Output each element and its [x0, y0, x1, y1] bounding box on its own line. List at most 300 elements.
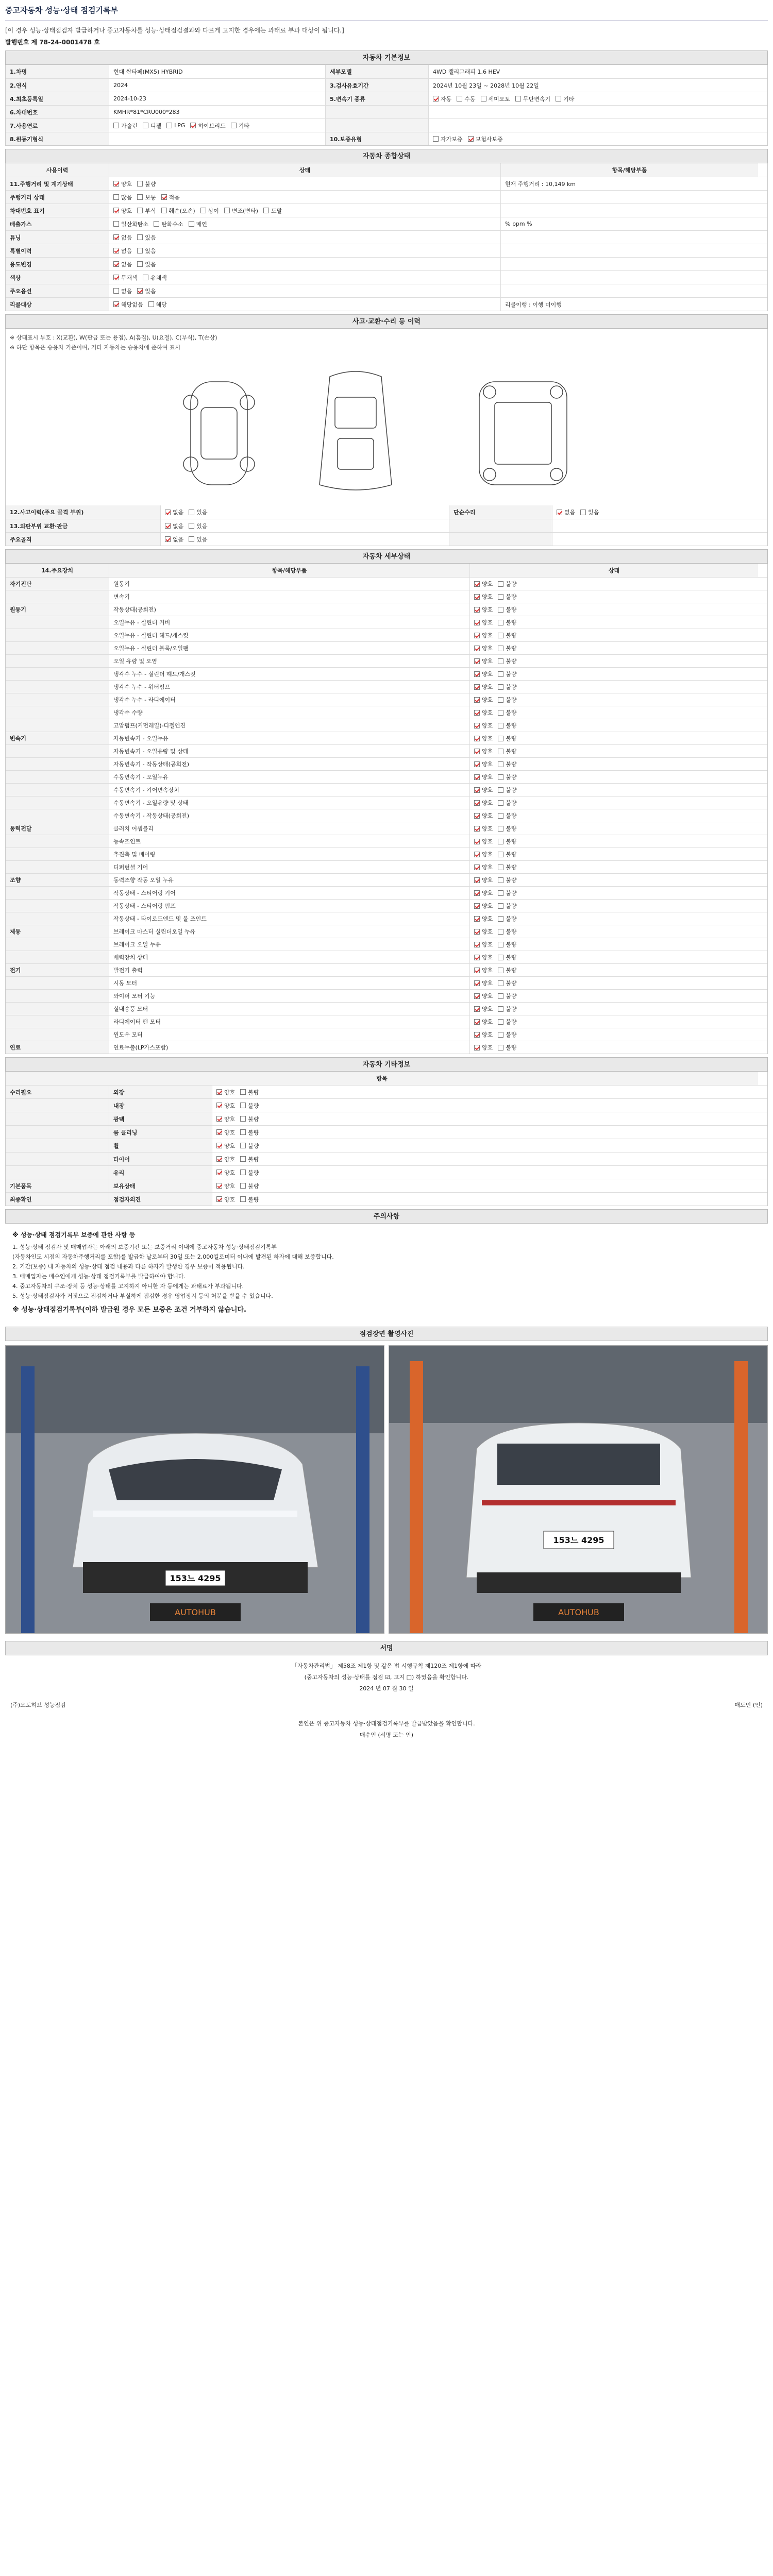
checkbox-icon[interactable]	[498, 1006, 503, 1012]
checkbox-icon[interactable]	[498, 1032, 503, 1038]
checkbox-icon[interactable]	[189, 536, 194, 542]
checkbox-option[interactable]	[498, 863, 516, 871]
checkbox-option[interactable]	[474, 1030, 493, 1039]
checkbox-option[interactable]	[498, 914, 516, 923]
checkbox-icon[interactable]	[468, 136, 474, 142]
checkbox-icon[interactable]	[240, 1103, 246, 1108]
checkbox-icon[interactable]	[498, 800, 503, 806]
checkbox-option[interactable]	[113, 300, 143, 309]
checkbox-option[interactable]	[189, 522, 207, 530]
checkbox-icon[interactable]	[474, 968, 480, 973]
detail-group	[6, 719, 109, 732]
detail-row	[6, 822, 767, 835]
checkbox-option[interactable]	[498, 683, 516, 691]
checkbox-icon[interactable]	[216, 1196, 222, 1202]
checkbox-icon[interactable]	[216, 1156, 222, 1162]
checkbox-icon[interactable]	[148, 301, 154, 307]
checkbox-label: 양호	[482, 812, 493, 819]
checkbox-option[interactable]	[474, 773, 493, 781]
checkbox-icon[interactable]	[580, 510, 586, 515]
checkbox-icon[interactable]	[474, 1045, 480, 1050]
checkbox-option[interactable]	[189, 535, 207, 544]
checkbox-option[interactable]	[498, 592, 516, 601]
checkbox-icon[interactable]	[474, 813, 480, 819]
checkbox-option[interactable]	[474, 850, 493, 858]
checkbox-option[interactable]	[474, 889, 493, 897]
checkbox-icon[interactable]	[189, 510, 194, 515]
checkbox-icon[interactable]	[498, 646, 503, 651]
checkbox-icon[interactable]	[240, 1143, 246, 1148]
checkbox-icon[interactable]	[498, 736, 503, 741]
car-outline-diagram	[160, 361, 613, 500]
checkbox-option[interactable]	[498, 889, 516, 897]
checkbox-icon[interactable]	[498, 942, 503, 947]
checkbox-option[interactable]	[498, 979, 516, 987]
checkbox-option[interactable]	[137, 193, 156, 201]
checkbox-icon[interactable]	[474, 890, 480, 896]
checkbox-option[interactable]	[481, 95, 511, 103]
checkbox-option[interactable]	[224, 207, 258, 215]
checkbox-option[interactable]	[498, 1043, 516, 1052]
checkbox-icon[interactable]	[498, 955, 503, 960]
checkbox-option[interactable]	[474, 786, 493, 794]
checkbox-icon[interactable]	[165, 523, 171, 529]
checkbox-icon[interactable]	[498, 671, 503, 677]
detail-row	[6, 848, 767, 860]
checkbox-icon[interactable]	[498, 607, 503, 613]
checkbox-icon[interactable]	[474, 942, 480, 947]
checkbox-option[interactable]	[240, 1142, 259, 1150]
checkbox-option[interactable]	[557, 508, 575, 516]
checkbox-icon[interactable]	[113, 221, 119, 227]
checkbox-option[interactable]	[498, 734, 516, 742]
checkbox-icon[interactable]	[498, 852, 503, 857]
checkbox-icon[interactable]	[137, 181, 143, 187]
checkbox-icon[interactable]	[474, 774, 480, 780]
checkbox-option[interactable]	[113, 233, 132, 242]
checkbox-icon[interactable]	[474, 749, 480, 754]
detail-status	[469, 745, 758, 757]
checkbox-option[interactable]	[216, 1115, 235, 1123]
checkbox-icon[interactable]	[498, 968, 503, 973]
checkbox-option[interactable]	[166, 122, 185, 129]
checkbox-icon[interactable]	[166, 123, 172, 128]
checkbox-icon[interactable]	[474, 684, 480, 690]
checkbox-icon[interactable]	[474, 980, 480, 986]
checkbox-icon[interactable]	[474, 787, 480, 793]
detail-status	[469, 590, 758, 603]
checkbox-icon[interactable]	[474, 1032, 480, 1038]
checkbox-option[interactable]	[216, 1088, 235, 1096]
checkbox-option[interactable]	[498, 953, 516, 961]
checkbox-icon[interactable]	[474, 671, 480, 677]
checkbox-icon[interactable]	[113, 248, 119, 253]
checkbox-icon[interactable]	[498, 980, 503, 986]
checkbox-option[interactable]	[137, 287, 156, 295]
checkbox-option[interactable]	[474, 696, 493, 704]
checkbox-option[interactable]	[474, 1005, 493, 1013]
checkbox-icon[interactable]	[474, 993, 480, 999]
checkbox-icon[interactable]	[498, 1019, 503, 1025]
checkbox-icon[interactable]	[240, 1196, 246, 1202]
checkbox-option[interactable]	[474, 760, 493, 768]
checkbox-option[interactable]	[200, 207, 219, 215]
checkbox-icon[interactable]	[240, 1116, 246, 1122]
checkbox-icon[interactable]	[498, 890, 503, 896]
checkbox-option[interactable]	[113, 193, 132, 201]
checkbox-option[interactable]	[231, 122, 249, 130]
basic-label-text: 7.사용연료	[10, 122, 38, 129]
checkbox-icon[interactable]	[474, 826, 480, 832]
checkbox-icon[interactable]	[240, 1170, 246, 1175]
checkbox-icon[interactable]	[498, 594, 503, 600]
checkbox-option[interactable]	[474, 1043, 493, 1052]
checkbox-icon[interactable]	[240, 1156, 246, 1162]
detail-group	[6, 771, 109, 783]
checkbox-icon[interactable]	[165, 536, 171, 542]
detail-item	[109, 1028, 469, 1041]
checkbox-icon[interactable]	[474, 865, 480, 870]
checkbox-icon[interactable]	[498, 929, 503, 935]
checkbox-option[interactable]	[474, 1018, 493, 1026]
checkbox-icon[interactable]	[474, 723, 480, 728]
checkbox-icon[interactable]	[474, 877, 480, 883]
checkbox-option[interactable]	[498, 927, 516, 936]
checkbox-icon[interactable]	[498, 723, 503, 728]
checkbox-icon[interactable]	[474, 1019, 480, 1025]
checkbox-icon[interactable]	[498, 684, 503, 690]
checkbox-option[interactable]	[474, 979, 493, 987]
checkbox-icon[interactable]	[515, 96, 521, 101]
checkbox-option[interactable]	[216, 1101, 235, 1110]
checkbox-icon[interactable]	[498, 581, 503, 587]
checkbox-option[interactable]	[137, 233, 156, 242]
checkbox-option[interactable]	[240, 1182, 259, 1190]
checkbox-icon[interactable]	[216, 1103, 222, 1108]
checkbox-icon[interactable]	[498, 710, 503, 716]
checkbox-option[interactable]	[498, 966, 516, 974]
checkbox-icon[interactable]	[474, 581, 480, 587]
checkbox-option[interactable]	[113, 260, 132, 268]
checkbox-icon[interactable]	[161, 194, 167, 200]
checkbox-option[interactable]	[498, 799, 516, 807]
checkbox-option[interactable]	[165, 535, 183, 544]
checkbox-option[interactable]	[498, 940, 516, 948]
checkbox-icon[interactable]	[137, 234, 143, 240]
checkbox-option[interactable]	[580, 508, 599, 516]
checkbox-option[interactable]	[498, 644, 516, 652]
checkbox-option[interactable]	[137, 260, 156, 268]
checkbox-icon[interactable]	[216, 1183, 222, 1189]
checkbox-icon[interactable]	[498, 916, 503, 922]
checkbox-option[interactable]	[216, 1155, 235, 1163]
checkbox-option[interactable]	[113, 274, 138, 282]
checkbox-option[interactable]	[474, 940, 493, 948]
checkbox-option[interactable]	[474, 605, 493, 614]
checkbox-option[interactable]	[143, 122, 161, 130]
checkbox-icon[interactable]	[165, 510, 171, 515]
checkbox-icon[interactable]	[557, 510, 562, 515]
checkbox-option[interactable]	[240, 1101, 259, 1110]
checkbox-option[interactable]	[474, 927, 493, 936]
checkbox-icon[interactable]	[240, 1183, 246, 1189]
checkbox-option[interactable]	[137, 247, 156, 255]
checkbox-icon[interactable]	[113, 123, 119, 128]
checkbox-icon[interactable]	[216, 1129, 222, 1135]
checkbox-option[interactable]	[498, 876, 516, 884]
checkbox-icon[interactable]	[240, 1129, 246, 1135]
checkbox-option[interactable]	[474, 811, 493, 820]
detail-item	[109, 848, 469, 860]
checkbox-option[interactable]	[474, 618, 493, 626]
checkbox-icon[interactable]	[137, 288, 143, 294]
checkbox-icon[interactable]	[498, 826, 503, 832]
checkbox-option[interactable]	[498, 721, 516, 730]
checkbox-label: 디젤	[150, 122, 162, 129]
checkbox-option[interactable]	[113, 220, 148, 228]
checkbox-option[interactable]	[113, 122, 138, 130]
checkbox-icon[interactable]	[474, 916, 480, 922]
checkbox-icon[interactable]	[189, 221, 194, 227]
checkbox-option[interactable]	[474, 966, 493, 974]
checkbox-icon[interactable]	[474, 607, 480, 613]
detail-item	[109, 758, 469, 770]
checkbox-icon[interactable]	[154, 221, 159, 227]
checkbox-option[interactable]	[240, 1088, 259, 1096]
checkbox-icon[interactable]	[474, 658, 480, 664]
checkbox-option[interactable]	[474, 799, 493, 807]
checkbox-icon[interactable]	[137, 248, 143, 253]
checkbox-option[interactable]	[498, 657, 516, 665]
checkbox-option[interactable]	[190, 122, 225, 130]
checkbox-option[interactable]	[474, 747, 493, 755]
checkbox-icon[interactable]	[474, 633, 480, 638]
checkbox-icon[interactable]	[161, 208, 167, 213]
checkbox-icon[interactable]	[190, 123, 196, 128]
checkbox-icon[interactable]	[263, 208, 269, 213]
checkbox-option[interactable]	[113, 247, 132, 255]
checkbox-option[interactable]	[474, 863, 493, 871]
checkbox-icon[interactable]	[113, 208, 119, 213]
checkbox-option[interactable]	[474, 631, 493, 639]
checkbox-option[interactable]	[498, 708, 516, 717]
checkbox-icon[interactable]	[231, 123, 237, 128]
checkbox-option[interactable]	[240, 1168, 259, 1177]
checkbox-option[interactable]	[474, 592, 493, 601]
checkbox-option[interactable]	[216, 1195, 235, 1204]
checkbox-icon[interactable]	[143, 123, 148, 128]
checkbox-icon[interactable]	[498, 839, 503, 844]
checkbox-icon[interactable]	[224, 208, 230, 213]
checkbox-icon[interactable]	[240, 1089, 246, 1095]
checkbox-option[interactable]	[216, 1182, 235, 1190]
checkbox-icon[interactable]	[498, 993, 503, 999]
checkbox-option[interactable]	[161, 207, 195, 215]
checkbox-label: 양호	[482, 619, 493, 626]
checkbox-icon[interactable]	[433, 96, 439, 101]
checkbox-icon[interactable]	[498, 697, 503, 703]
checkbox-icon[interactable]	[474, 620, 480, 625]
checkbox-option[interactable]	[154, 220, 183, 228]
checkbox-option[interactable]	[143, 274, 167, 282]
checkbox-icon[interactable]	[474, 955, 480, 960]
checkbox-option[interactable]	[474, 644, 493, 652]
checkbox-icon[interactable]	[474, 594, 480, 600]
checkbox-option[interactable]	[474, 837, 493, 845]
checkbox-option[interactable]	[113, 180, 132, 188]
checkbox-option[interactable]	[498, 773, 516, 781]
checkbox-option[interactable]	[165, 522, 183, 530]
detail-status	[469, 629, 758, 641]
checkbox-icon[interactable]	[216, 1116, 222, 1122]
checkbox-option[interactable]	[137, 180, 156, 188]
checkbox-option[interactable]	[498, 811, 516, 820]
checkbox-icon[interactable]	[498, 865, 503, 870]
checkbox-option[interactable]	[474, 580, 493, 588]
checkbox-option[interactable]	[498, 824, 516, 833]
checkbox-icon[interactable]	[137, 208, 143, 213]
checkbox-icon[interactable]	[481, 96, 486, 101]
checkbox-icon[interactable]	[474, 761, 480, 767]
checkbox-option[interactable]	[498, 1005, 516, 1013]
checkbox-icon[interactable]	[474, 903, 480, 909]
checkbox-option[interactable]	[474, 657, 493, 665]
checkbox-icon[interactable]	[216, 1143, 222, 1148]
checkbox-option[interactable]	[263, 207, 282, 215]
checkbox-option[interactable]	[216, 1128, 235, 1137]
checkbox-option[interactable]	[498, 902, 516, 910]
checkbox-option[interactable]	[474, 683, 493, 691]
checkbox-option[interactable]	[189, 508, 207, 516]
checkbox-icon[interactable]	[498, 633, 503, 638]
basic-value	[109, 106, 325, 118]
checkbox-option[interactable]	[165, 508, 183, 516]
other-status	[212, 1139, 758, 1152]
checkbox-icon[interactable]	[498, 749, 503, 754]
checkbox-icon[interactable]	[474, 839, 480, 844]
checkbox-option[interactable]	[474, 824, 493, 833]
checkbox-icon[interactable]	[137, 261, 143, 267]
checkbox-option[interactable]	[498, 580, 516, 588]
checkbox-option[interactable]	[498, 1030, 516, 1039]
checkbox-option[interactable]	[216, 1142, 235, 1150]
checkbox-option[interactable]	[240, 1115, 259, 1123]
checkbox-option[interactable]	[498, 605, 516, 614]
checkbox-icon[interactable]	[457, 96, 462, 101]
checkbox-icon[interactable]	[498, 774, 503, 780]
checkbox-option[interactable]	[498, 786, 516, 794]
checkbox-option[interactable]	[474, 721, 493, 730]
checkbox-icon[interactable]	[113, 288, 119, 294]
checkbox-icon[interactable]	[556, 96, 561, 101]
checkbox-option[interactable]	[148, 300, 167, 309]
checkbox-option[interactable]	[474, 914, 493, 923]
checkbox-option[interactable]	[113, 207, 132, 215]
checkbox-option[interactable]	[189, 220, 207, 228]
checkbox-option[interactable]	[137, 207, 156, 215]
checkbox-option[interactable]	[433, 135, 463, 143]
checkbox-icon[interactable]	[474, 929, 480, 935]
checkbox-icon[interactable]	[433, 136, 439, 142]
checkbox-option[interactable]	[113, 287, 132, 295]
checkbox-option[interactable]	[498, 992, 516, 1000]
overall-label-text: 차대번호 표기	[10, 207, 45, 214]
checkbox-icon[interactable]	[498, 877, 503, 883]
checkbox-icon[interactable]	[113, 275, 119, 280]
checkbox-icon[interactable]	[498, 658, 503, 664]
checkbox-option[interactable]	[556, 95, 574, 103]
checkbox-icon[interactable]	[189, 523, 194, 529]
other-item	[109, 1193, 212, 1206]
detail-item	[109, 874, 469, 886]
checkbox-option[interactable]	[498, 747, 516, 755]
checkbox-option[interactable]	[216, 1168, 235, 1177]
checkbox-icon[interactable]	[474, 697, 480, 703]
checkbox-option[interactable]	[433, 95, 451, 103]
checkbox-icon[interactable]	[498, 813, 503, 819]
checkbox-icon[interactable]	[113, 181, 119, 187]
checkbox-option[interactable]	[474, 992, 493, 1000]
checkbox-option[interactable]	[474, 876, 493, 884]
checkbox-option[interactable]	[474, 708, 493, 717]
checkbox-icon[interactable]	[498, 903, 503, 909]
checkbox-icon[interactable]	[137, 194, 143, 200]
checkbox-option[interactable]	[474, 734, 493, 742]
checkbox-icon[interactable]	[216, 1170, 222, 1175]
checkbox-option[interactable]	[498, 670, 516, 678]
accident-label-2	[449, 505, 552, 519]
checkbox-option[interactable]	[498, 696, 516, 704]
checkbox-icon[interactable]	[498, 787, 503, 793]
checkbox-icon[interactable]	[474, 852, 480, 857]
checkbox-option[interactable]	[498, 837, 516, 845]
checkbox-icon[interactable]	[143, 275, 148, 280]
checkbox-option[interactable]	[240, 1155, 259, 1163]
checkbox-icon[interactable]	[474, 1006, 480, 1012]
checkbox-icon[interactable]	[113, 301, 119, 307]
detail-group	[6, 912, 109, 925]
checkbox-option[interactable]	[498, 760, 516, 768]
checkbox-option[interactable]	[498, 850, 516, 858]
checkbox-icon[interactable]	[113, 194, 119, 200]
checkbox-icon[interactable]	[113, 261, 119, 267]
checkbox-icon[interactable]	[474, 710, 480, 716]
overall-row	[6, 244, 767, 257]
checkbox-icon[interactable]	[498, 1045, 503, 1050]
checkbox-option[interactable]	[498, 618, 516, 626]
checkbox-option[interactable]	[474, 670, 493, 678]
detail-status	[469, 1015, 758, 1028]
checkbox-icon[interactable]	[200, 208, 206, 213]
checkbox-option[interactable]	[515, 95, 550, 103]
checkbox-icon[interactable]	[474, 800, 480, 806]
checkbox-option[interactable]	[498, 1018, 516, 1026]
checkbox-icon[interactable]	[474, 646, 480, 651]
checkbox-option[interactable]	[240, 1128, 259, 1137]
checkbox-icon[interactable]	[498, 620, 503, 625]
checkbox-icon[interactable]	[498, 761, 503, 767]
checkbox-option[interactable]	[474, 902, 493, 910]
checkbox-option[interactable]	[474, 953, 493, 961]
checkbox-icon[interactable]	[216, 1089, 222, 1095]
checkbox-option[interactable]	[468, 135, 503, 143]
checkbox-option[interactable]	[240, 1195, 259, 1204]
checkbox-icon[interactable]	[474, 736, 480, 741]
checkbox-icon[interactable]	[113, 234, 119, 240]
checkbox-option[interactable]	[161, 193, 180, 201]
checkbox-option[interactable]	[498, 631, 516, 639]
checkbox-option[interactable]	[457, 95, 475, 103]
